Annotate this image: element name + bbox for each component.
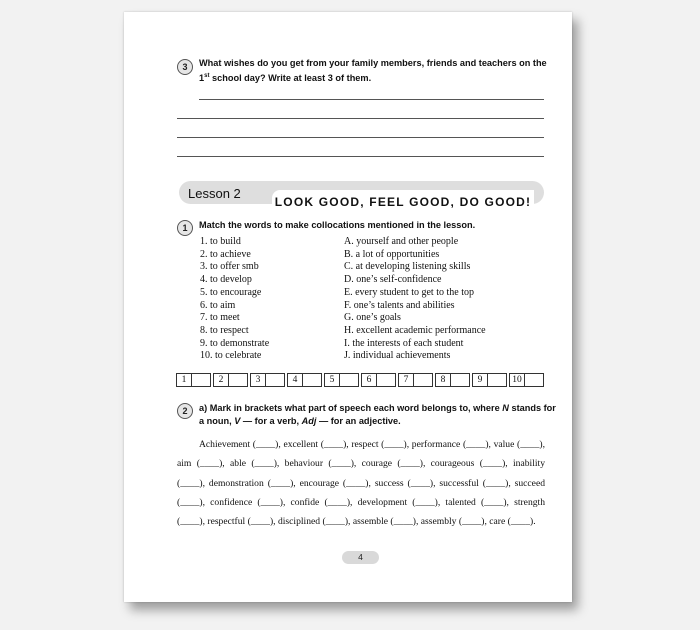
answer-box-pair (287, 373, 322, 387)
task-2-line-2-c: — for an adjective. (316, 415, 401, 426)
task-1-number: 1 (177, 220, 193, 236)
left-item: 2. to achieve (200, 248, 251, 260)
right-item: B. a lot of opportunities (344, 248, 440, 260)
answer-box-input[interactable] (229, 373, 248, 387)
answer-box-pair (435, 373, 470, 387)
right-item: G. one’s goals (344, 312, 401, 324)
task-2-number-badge (177, 401, 193, 419)
left-item: 8. to respect (200, 324, 249, 336)
task-3-instruction (199, 57, 549, 84)
task-2-line-2-b: — for a verb, (240, 415, 302, 426)
task-2-instruction (199, 402, 556, 427)
answer-box-pair (213, 373, 248, 387)
task-2-line-1 (199, 402, 556, 415)
answer-line-4[interactable] (177, 156, 544, 157)
collocation-left-column (200, 236, 269, 363)
left-item: 3. to offer smb (200, 261, 259, 273)
right-item: I. the interests of each student (344, 337, 464, 349)
task-1-number-badge (177, 218, 193, 236)
answer-box-number: 9 (472, 373, 488, 387)
adjective-abbrev: Adj (301, 415, 317, 426)
left-item: 6. to aim (200, 299, 236, 311)
answer-box-pair (324, 373, 359, 387)
left-item: 10. to celebrate (200, 350, 262, 362)
left-item: 7. to meet (200, 312, 240, 324)
answer-line-3[interactable] (177, 137, 544, 138)
left-item: 9. to demonstrate (200, 337, 270, 349)
verb-abbrev: V (234, 415, 241, 426)
right-item: D. one’s self-confidence (344, 274, 442, 286)
noun-abbrev: N (502, 403, 509, 413)
answer-box-input[interactable] (414, 373, 433, 387)
answer-box-input[interactable] (192, 373, 211, 387)
right-item: E. every student to get to the top (344, 286, 474, 298)
lesson-title: LOOK GOOD, FEEL GOOD, DO GOOD! (274, 195, 532, 209)
answer-box-number: 4 (287, 373, 303, 387)
right-item: C. at developing listening skills (344, 261, 471, 273)
answer-box-pair (176, 373, 211, 387)
answer-box-input[interactable] (451, 373, 470, 387)
task-2-line-1-text: a) Mark in brackets what part of speech each word belongs to, where (199, 403, 503, 413)
answer-box-row (176, 373, 546, 387)
right-item: J. individual achievements (344, 350, 451, 362)
task-3-number-badge (177, 57, 193, 75)
answer-box-number: 10 (509, 373, 525, 387)
answer-box-input[interactable] (525, 373, 544, 387)
task-3-line-1: What wishes do you get from your family members, friends and teachers on the (199, 58, 547, 68)
task-2-line-2 (199, 415, 549, 428)
task-3-line-2-text: school day? Write at least 3 of them. (209, 72, 372, 83)
right-item: A. yourself and other people (344, 236, 459, 247)
task-2-line-1-end: stands for (508, 403, 556, 413)
answer-line-1[interactable] (199, 99, 544, 100)
left-item: 1. to build (200, 236, 241, 247)
word-list-paragraph[interactable]: Achievement (____), excellent (____), respect (____), performance (____), value (____), aim (____), able (____), behaviour (____), courage (____), courageous (____), inability (____), demonstration (____), encourage (____), success (____), successful (____), succeed (____), confidence (____), confide (____), development (____), talented (____), strength (____), respectful (____), disciplined (____), assemble (____), assembly (____), care (____). (177, 439, 545, 528)
page-number: 4 (342, 551, 379, 564)
answer-box-pair (472, 373, 507, 387)
answer-box-number: 7 (398, 373, 414, 387)
answer-line-2[interactable] (177, 118, 544, 119)
answer-box-input[interactable] (266, 373, 285, 387)
task-3-ordinal: 1 (199, 72, 205, 83)
answer-box-input[interactable] (488, 373, 507, 387)
left-item: 4. to develop (200, 274, 252, 286)
answer-box-number: 1 (176, 373, 192, 387)
answer-box-input[interactable] (377, 373, 396, 387)
answer-box-pair (361, 373, 396, 387)
answer-box-number: 6 (361, 373, 377, 387)
answer-box-number: 3 (250, 373, 266, 387)
right-item: F. one’s talents and abilities (344, 299, 455, 311)
answer-box-number: 2 (213, 373, 229, 387)
task-1-instruction: Match the words to make collocations mentioned in the lesson. (199, 220, 476, 230)
task-3-ordinal-suffix: st (204, 72, 210, 79)
answer-box-pair (250, 373, 285, 387)
answer-box-pair (398, 373, 433, 387)
right-item: H. excellent academic performance (344, 324, 486, 336)
task-3-line-2 (199, 70, 549, 85)
workbook-page (124, 12, 572, 602)
answer-box-input[interactable] (303, 373, 322, 387)
collocation-right-column (344, 236, 486, 363)
answer-box-number: 5 (324, 373, 340, 387)
task-3-number: 3 (177, 59, 193, 75)
task-2-line-2-a: a noun, (199, 415, 235, 426)
answer-box-number: 8 (435, 373, 451, 387)
lesson-label: Lesson 2 (188, 186, 241, 201)
left-item: 5. to encourage (200, 286, 262, 298)
answer-box-input[interactable] (340, 373, 359, 387)
task-2-number: 2 (177, 403, 193, 419)
answer-box-pair (509, 373, 544, 387)
